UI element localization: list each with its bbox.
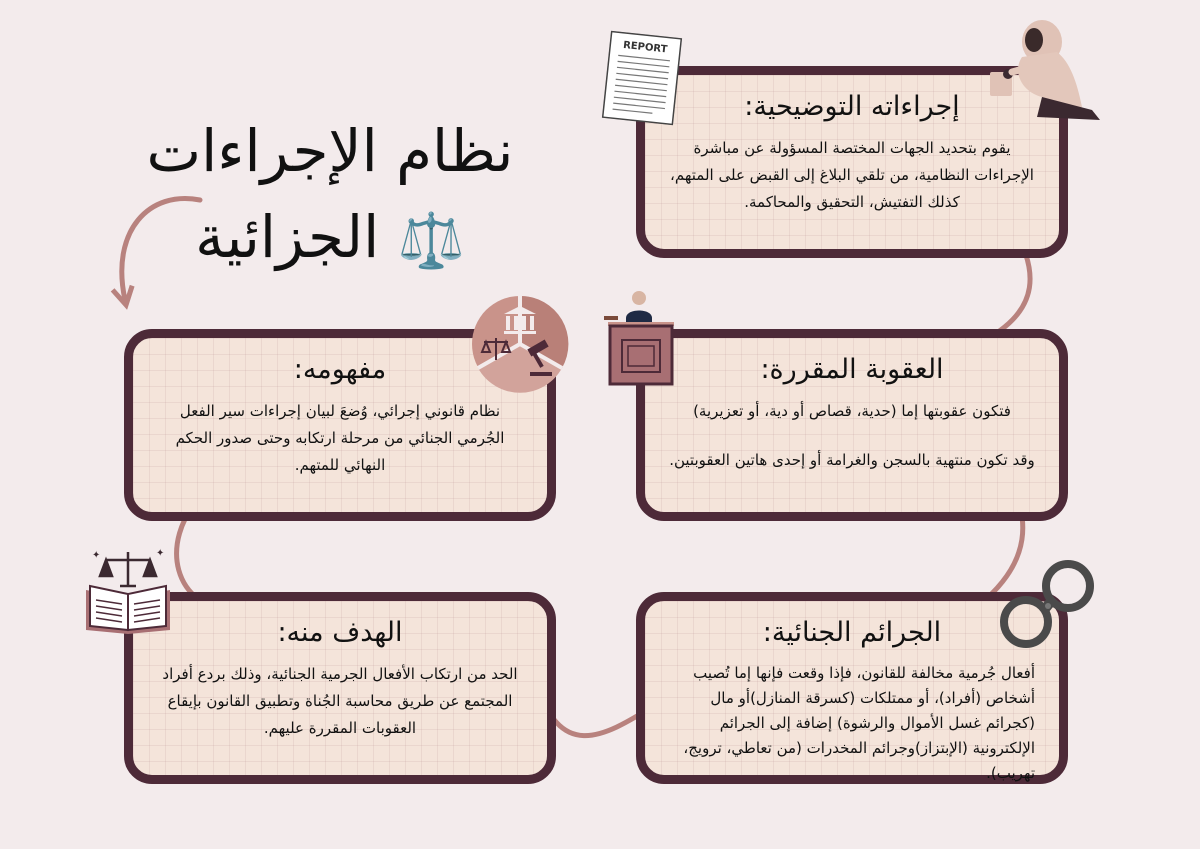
scales-emoji-icon: ⚖️ xyxy=(397,208,465,272)
handcuffs-icon xyxy=(996,552,1100,652)
card-text: وقد تكون منتهية بالسجن والغرامة أو إحدى هاتين العقوبتين. xyxy=(669,451,1035,469)
card-text: يقوم بتحديد الجهات المختصة المسؤولة عن مباشرة الإجراءات النظامية، من تلقي البلاغ إلى القبض على المتهم، كذلك التفتيش، التحقيق والمحاكمة. xyxy=(670,139,1034,211)
card-heading: الجرائم الجنائية: xyxy=(762,617,942,648)
card-text: أفعال جُرمية مخالفة للقانون، فإذا وقعت فإنها إما تُصيب أشخاص (أفراد)، أو ممتلكات (كسرقة المنازل)أو مال (كجرائم غسل الأموال والرشوة) إضافة إلى الجرائم الإلكترونية (الإبتزاز)وجرائم المخدرات (من تعاطي، ترويج، تهريب). xyxy=(683,664,1035,782)
card-goal xyxy=(124,592,556,784)
svg-text:✦: ✦ xyxy=(156,548,165,559)
law-book-icon xyxy=(82,546,174,634)
card-penalty xyxy=(636,329,1068,521)
svg-text:REPORT: REPORT xyxy=(622,39,668,56)
card-heading: إجراءاته التوضيحية: xyxy=(744,91,960,122)
card-text: فتكون عقوبتها إما (حدية، قصاص أو دية، أو تعزيرية) xyxy=(693,402,1011,420)
card-text: نظام قانوني إجرائي، وُضعَ لبيان إجراءات سير الفعل الجُرمي الجنائي من مرحلة ارتكابه وحتى صدور الحكم النهائي للمتهم. xyxy=(175,402,505,474)
card-heading: مفهومه: xyxy=(293,354,387,385)
card-heading: العقوبة المقررة: xyxy=(760,354,944,385)
report-document-icon xyxy=(602,30,683,125)
investigator-icon xyxy=(982,12,1104,124)
law-circle-icon xyxy=(470,294,570,394)
svg-text:✦: ✦ xyxy=(92,550,101,561)
card-text: الحد من ارتكاب الأفعال الجرمية الجنائية، وذلك بردع أفراد المجتمع عن طريق محاسبة الجُناة وتطبيق القانون بإيقاع العقوبات المقررة عليهم. xyxy=(162,665,518,737)
title-line-2: ⚖️ الجزائية xyxy=(195,203,465,272)
flow-arrow-icon xyxy=(122,198,200,300)
card-heading: الهدف منه: xyxy=(277,617,403,648)
title-line-1: نظام الإجراءات xyxy=(146,117,514,185)
judge-podium-icon xyxy=(604,288,678,386)
